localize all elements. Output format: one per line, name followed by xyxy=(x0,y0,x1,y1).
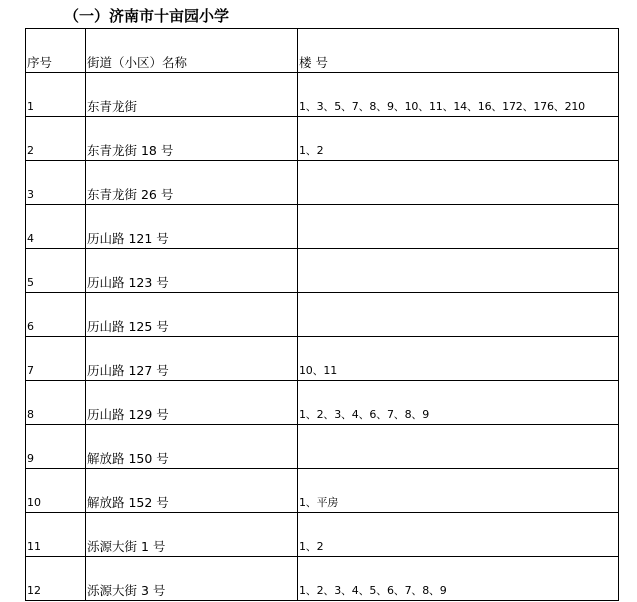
document-title: （一）济南市十亩园小学 xyxy=(64,7,230,25)
table-row xyxy=(26,161,619,205)
row-serial-number: 7 xyxy=(26,337,86,381)
row-street-name: 历山路 121 号 xyxy=(86,205,298,249)
table-row xyxy=(26,469,619,513)
row-serial-number: 6 xyxy=(26,293,86,337)
table-row xyxy=(26,557,619,601)
row-serial-number: 4 xyxy=(26,205,86,249)
row-street-name: 东青龙街 26 号 xyxy=(86,161,298,205)
row-building-numbers: 1、2 xyxy=(298,117,619,161)
header-street-name: 街道（小区）名称 xyxy=(86,29,298,73)
row-building-numbers xyxy=(298,293,619,337)
row-building-numbers: 1、平房 xyxy=(298,469,619,513)
row-street-name: 东青龙街 xyxy=(86,73,298,117)
row-street-name: 历山路 127 号 xyxy=(86,337,298,381)
row-building-numbers: 1、3、5、7、8、9、10、11、14、16、172、176、210 xyxy=(298,73,619,117)
table-row xyxy=(26,513,619,557)
row-street-name: 东青龙街 18 号 xyxy=(86,117,298,161)
row-street-name: 历山路 123 号 xyxy=(86,249,298,293)
table-row xyxy=(26,381,619,425)
row-serial-number: 10 xyxy=(26,469,86,513)
district-table xyxy=(25,28,619,601)
row-building-numbers: 1、2 xyxy=(298,513,619,557)
row-serial-number: 8 xyxy=(26,381,86,425)
row-serial-number: 2 xyxy=(26,117,86,161)
row-street-name: 泺源大街 1 号 xyxy=(86,513,298,557)
table-row xyxy=(26,73,619,117)
row-building-numbers xyxy=(298,161,619,205)
row-street-name: 解放路 152 号 xyxy=(86,469,298,513)
row-serial-number: 9 xyxy=(26,425,86,469)
row-serial-number: 12 xyxy=(26,557,86,601)
header-building-number: 楼 号 xyxy=(298,29,619,73)
table-row xyxy=(26,425,619,469)
table-row xyxy=(26,337,619,381)
table-row xyxy=(26,205,619,249)
table-row xyxy=(26,117,619,161)
table-row xyxy=(26,293,619,337)
row-street-name: 历山路 125 号 xyxy=(86,293,298,337)
table-header-row xyxy=(26,29,619,73)
row-street-name: 泺源大街 3 号 xyxy=(86,557,298,601)
row-serial-number: 3 xyxy=(26,161,86,205)
row-building-numbers xyxy=(298,425,619,469)
row-building-numbers xyxy=(298,249,619,293)
row-serial-number: 5 xyxy=(26,249,86,293)
row-serial-number: 11 xyxy=(26,513,86,557)
row-building-numbers: 1、2、3、4、5、6、7、8、9 xyxy=(298,557,619,601)
row-serial-number: 1 xyxy=(26,73,86,117)
row-street-name: 解放路 150 号 xyxy=(86,425,298,469)
row-street-name: 历山路 129 号 xyxy=(86,381,298,425)
row-building-numbers: 1、2、3、4、6、7、8、9 xyxy=(298,381,619,425)
row-building-numbers: 10、11 xyxy=(298,337,619,381)
row-building-numbers xyxy=(298,205,619,249)
header-serial-number: 序号 xyxy=(26,29,86,73)
table-row xyxy=(26,249,619,293)
